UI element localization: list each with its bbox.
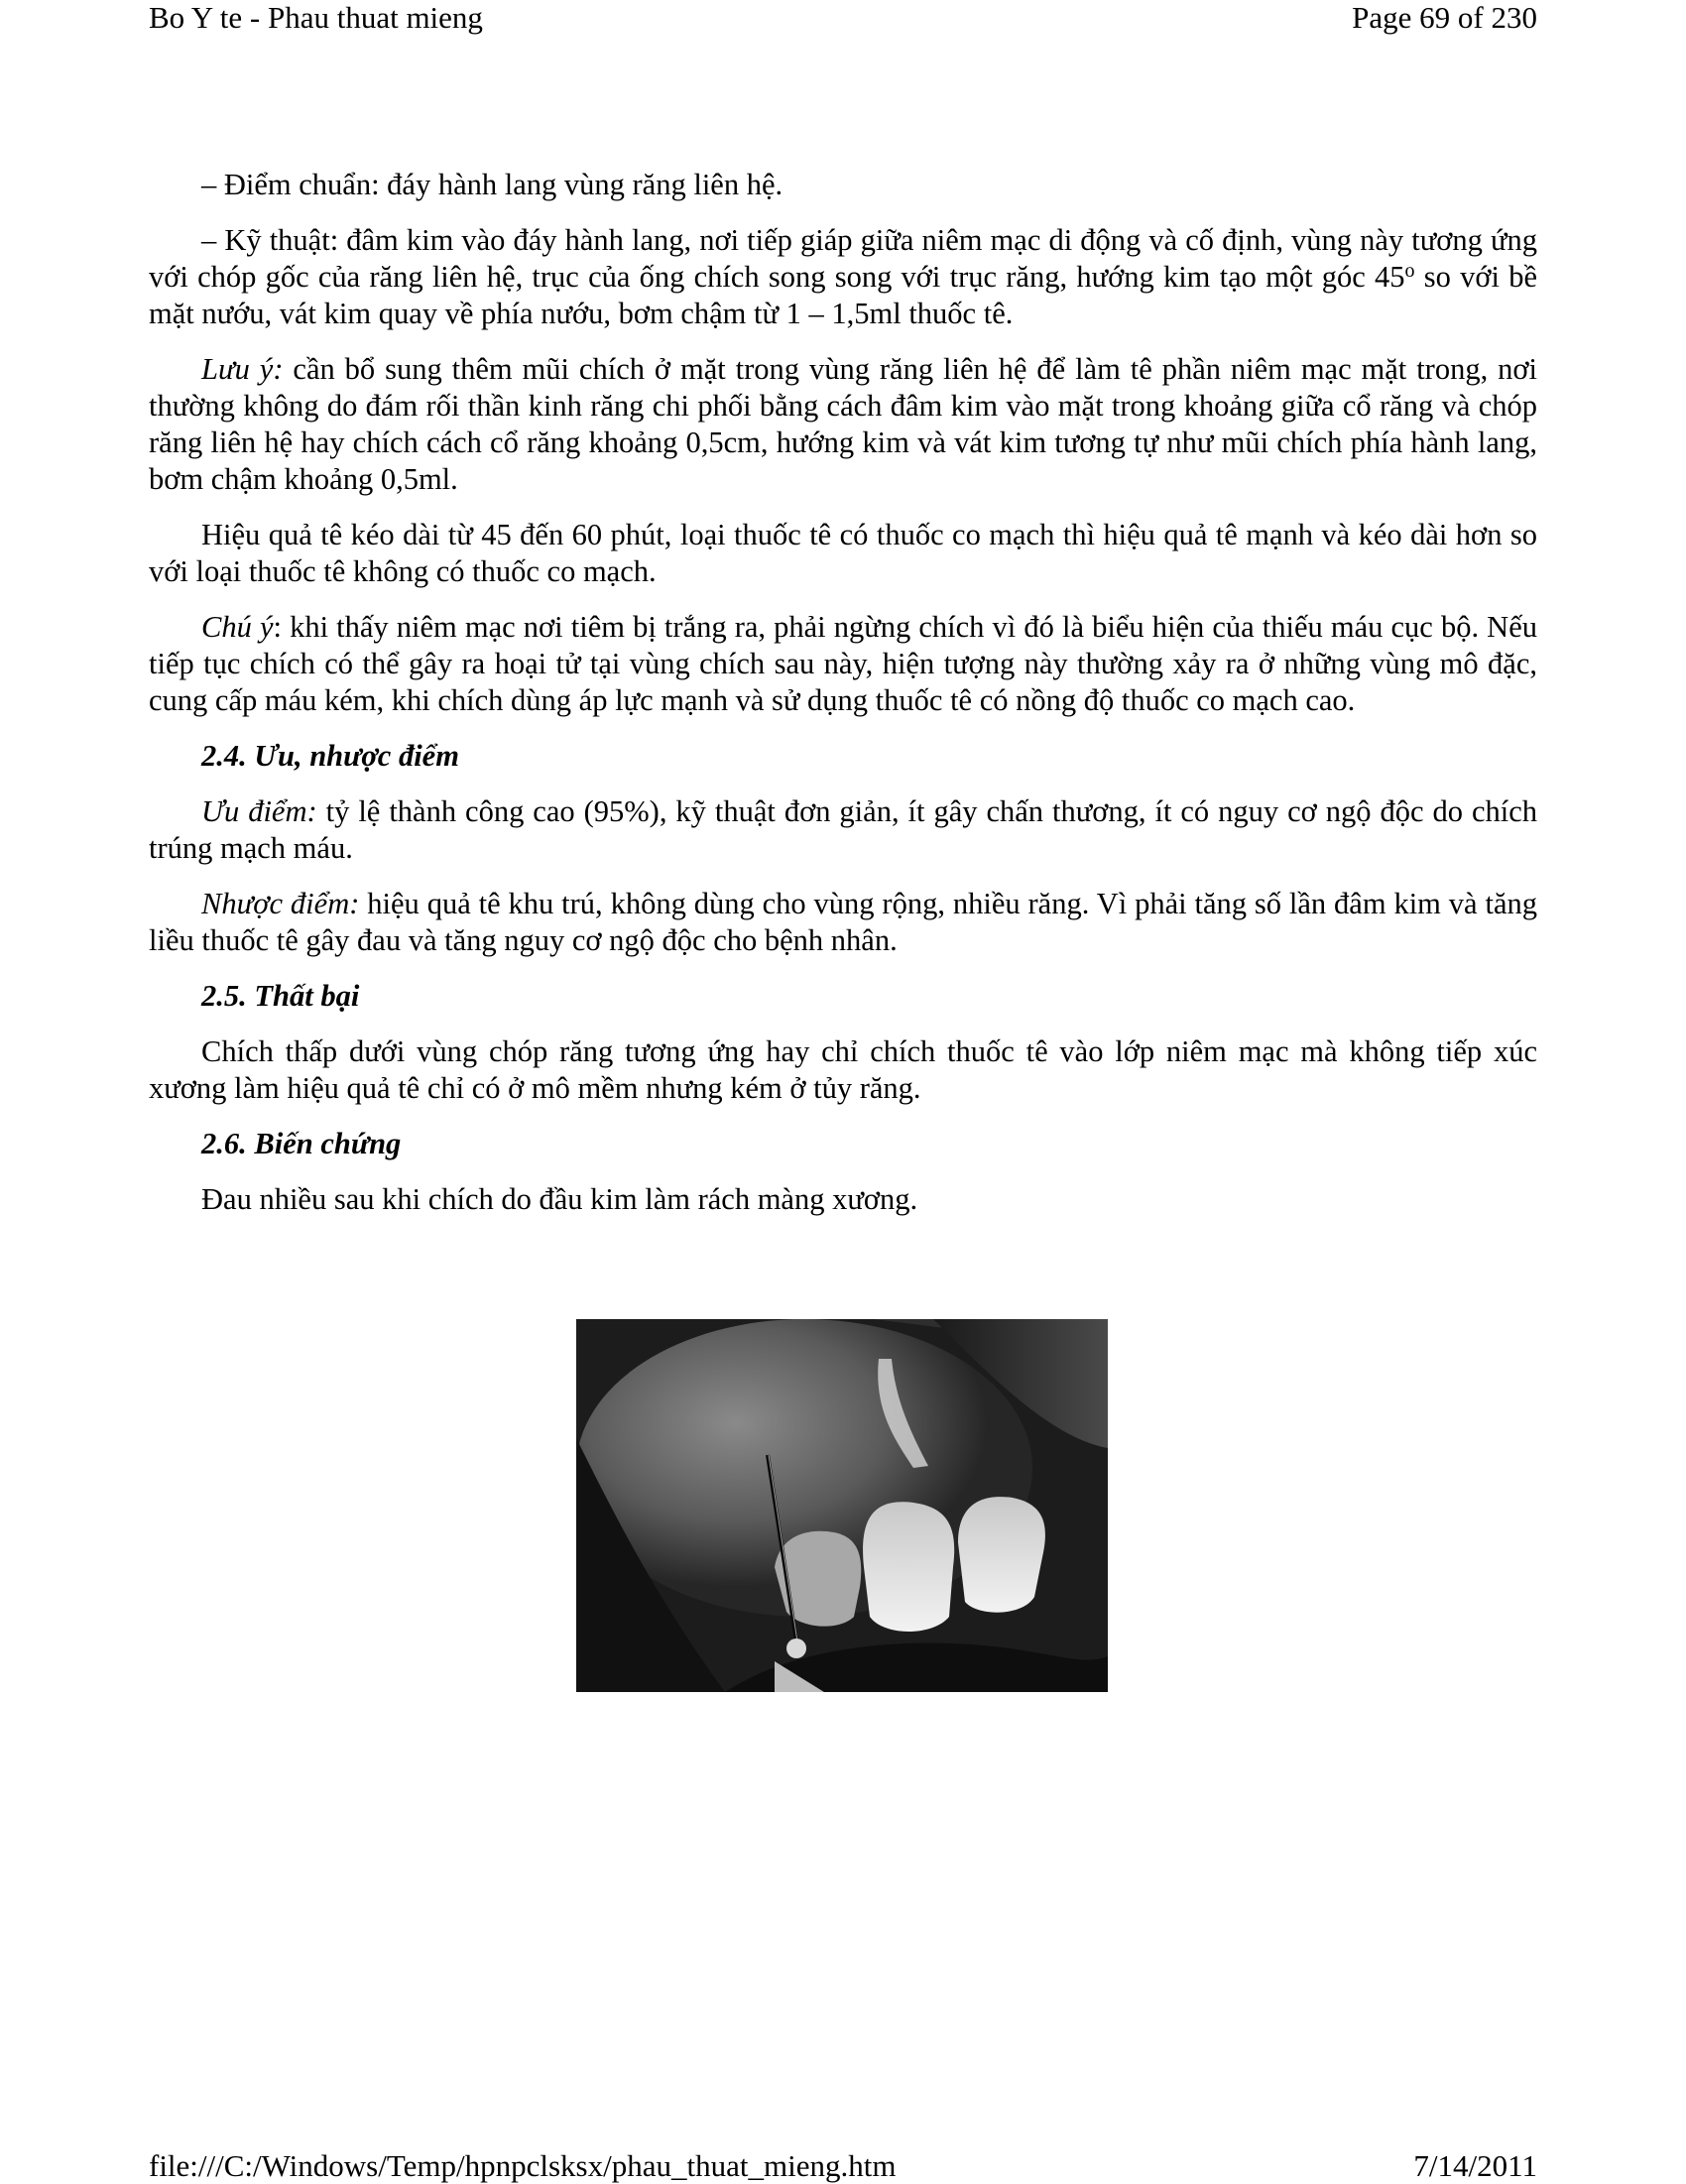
advantages-text: tỷ lệ thành công cao (95%), kỹ thuật đơn giản, ít gây chấn thương, ít có nguy cơ ngộ độc do chích trúng mạch máu. (149, 794, 1537, 865)
technique-text-a: – Kỹ thuật: đâm kim vào đáy hành lang, nơi tiếp giáp giữa niêm mạc di động và cố định, vùng này tương ứng với chóp gốc của răng liên hệ, trục của ống chích song song với trục răng, hướng kim tạo một góc 45 (149, 223, 1537, 294)
heading-2-4: 2.4. Ưu, nhược điểm (201, 739, 459, 773)
document-body (149, 167, 1537, 1237)
advantages-label: Ưu điểm: (201, 794, 317, 828)
page-header-page-number: Page 69 of 230 (1352, 0, 1537, 35)
dental-photo-icon (576, 1319, 1108, 1692)
caution-text: : khi thấy niêm mạc nơi tiêm bị trắng ra, phải ngừng chích vì đó là biểu hiện của thiếu máu cục bộ. Nếu tiếp tục chích có thể gây ra hoại tử tại vùng chích sau này, hiện tượng này thường xảy ra ở những vùng mô đặc, cung cấp máu kém, khi chích dùng áp lực mạnh và sử dụng thuốc tê có nồng độ thuốc co mạch cao. (149, 610, 1537, 717)
degree-sup: o (1404, 260, 1415, 282)
heading-2-5: 2.5. Thất bại (201, 979, 360, 1013)
paragraph-reference-point: – Điểm chuẩn: đáy hành lang vùng răng liên hệ. (201, 168, 783, 201)
caution-label: Chú ý (201, 610, 274, 644)
paragraph-technique (149, 222, 1537, 332)
paragraph-disadvantages (149, 886, 1537, 959)
page-header-title: Bo Y te - Phau thuat mieng (149, 0, 483, 35)
page-footer-date: 7/14/2011 (1413, 2148, 1537, 2183)
page-footer-url: file:///C:/Windows/Temp/hpnpclsksx/phau_thuat_mieng.htm (149, 2148, 897, 2183)
disadvantages-text: hiệu quả tê khu trú, không dùng cho vùng rộng, nhiều răng. Vì phải tăng số lần đâm kim và tăng liều thuốc tê gây đau và tăng nguy cơ ngộ độc cho bệnh nhân. (149, 887, 1537, 957)
dental-injection-photo (576, 1319, 1108, 1692)
paragraph-advantages (149, 793, 1537, 867)
technique-text-b: so với bề mặt nướu, vát kim quay về phía nướu, bơm chậm từ 1 – 1,5ml thuốc tê. (149, 260, 1537, 330)
disadvantages-label: Nhược điểm: (201, 887, 360, 920)
paragraph-complication: Đau nhiều sau khi chích do đầu kim làm rách màng xương. (201, 1182, 918, 1216)
note-text: cần bổ sung thêm mũi chích ở mặt trong vùng răng liên hệ để làm tê phần niêm mạc mặt trong, nơi thường không do đám rối thần kinh răng chi phối bằng cách đâm kim vào mặt trong khoảng giữa cổ răng và chóp răng liên hệ hay chích cách cổ răng khoảng 0,5cm, hướng kim và vát kim tương tự như mũi chích phía hành lang, bơm chậm khoảng 0,5ml. (149, 352, 1537, 496)
paragraph-failure: Chích thấp dưới vùng chóp răng tương ứng hay chỉ chích thuốc tê vào lớp niêm mạc mà không tiếp xúc xương làm hiệu quả tê chỉ có ở mô mềm nhưng kém ở tủy răng. (149, 1034, 1537, 1105)
heading-2-6: 2.6. Biến chứng (201, 1127, 402, 1160)
note-label: Lưu ý: (201, 352, 284, 386)
paragraph-caution (149, 609, 1537, 719)
paragraph-duration: Hiệu quả tê kéo dài từ 45 đến 60 phút, loại thuốc tê có thuốc co mạch thì hiệu quả tê mạnh và kéo dài hơn so với loại thuốc tê không có thuốc co mạch. (149, 518, 1537, 588)
paragraph-note (149, 351, 1537, 498)
